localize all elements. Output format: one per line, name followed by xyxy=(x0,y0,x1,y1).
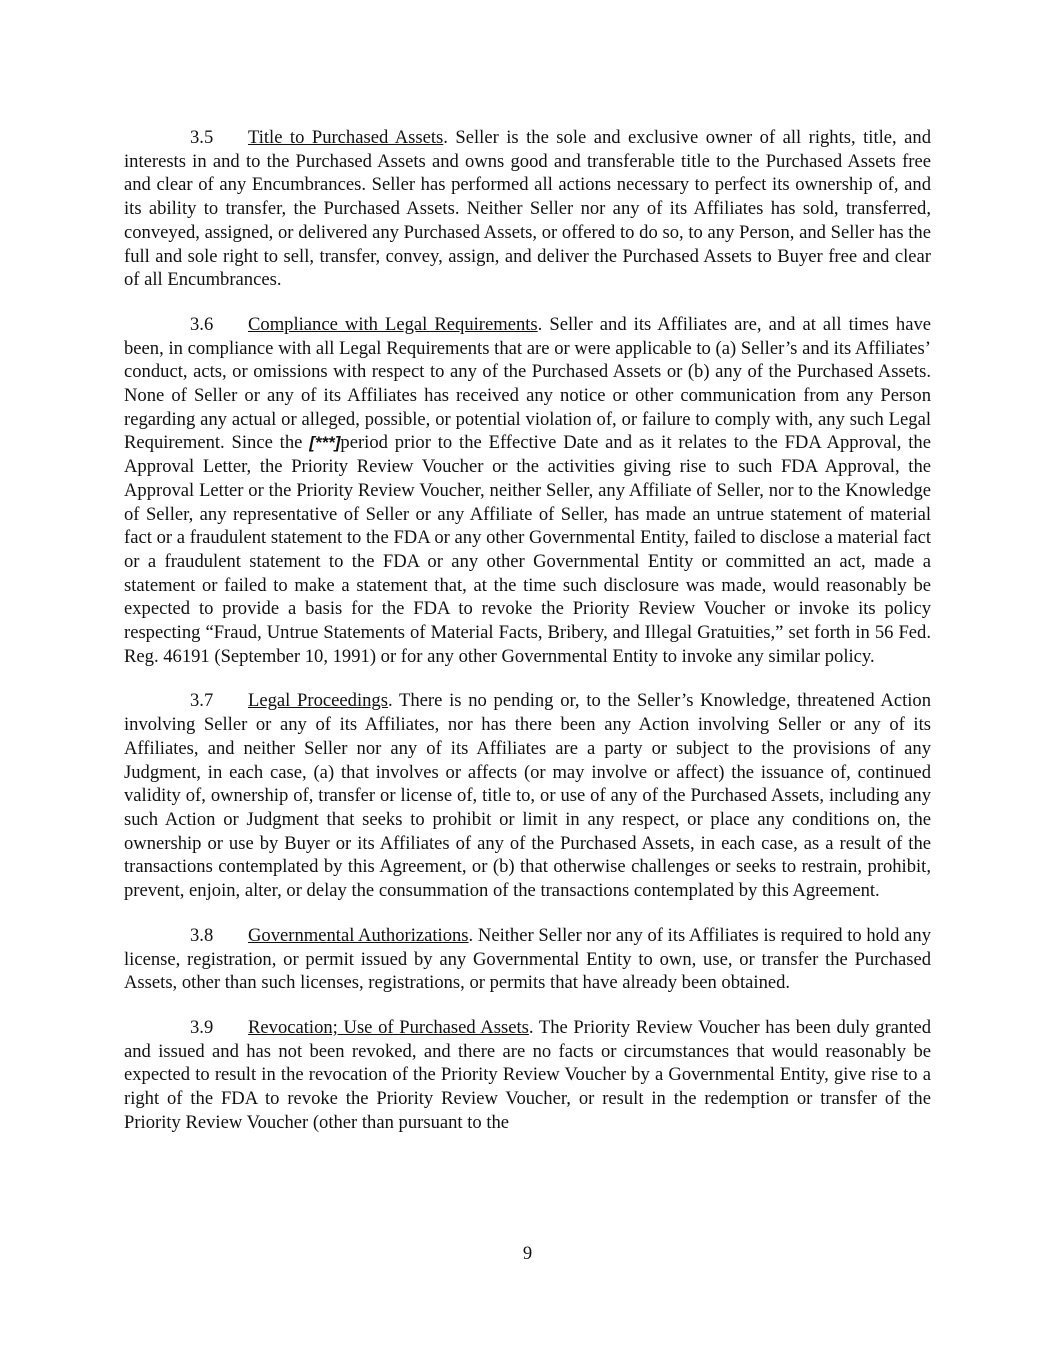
section-heading: Governmental Authorizations xyxy=(248,924,469,946)
section-heading: Title to Purchased Assets xyxy=(248,127,444,148)
section-heading: Compliance with Legal Requirements xyxy=(248,313,538,335)
section-number: 3.5 xyxy=(190,127,214,148)
section-number: 3.9 xyxy=(190,1016,214,1038)
section-3-7 xyxy=(124,689,931,902)
section-body: . Seller is the sole and exclusive owner of all rights, title, and interests in and to the Purchased Assets and owns good and transferable title to the Purchased Assets free and clear of any Encumbrances. Seller has performed all actions necessary to perfect its ownership of, and its ability to transfer, the Purchased Assets. Neither Seller nor any of its Affiliates has sold, transferred, conveyed, assigned, or delivered any Purchased Assets, or offered to do so, to any Person, and Seller has the full and sole right to sell, transfer, convey, assign, and deliver the Purchased Assets to Buyer free and clear of all Encumbrances. xyxy=(124,127,932,291)
section-heading: Legal Proceedings xyxy=(248,690,388,712)
section-number: 3.8 xyxy=(190,924,214,946)
section-body: . The Priority Review Voucher has been duly granted and issued and has not been revoked, and there are no facts or circumstances that would reasonably be expected to result in the revocation of the Priority Review Voucher by a Governmental Entity, give rise to a right of the FDA to revoke the Priority Review Voucher, or result in the redemption or transfer of the Priority Review Voucher (other than pursuant to the xyxy=(124,1016,931,1133)
section-3-9 xyxy=(124,1016,931,1135)
section-number: 3.6 xyxy=(190,313,214,335)
section-heading: Revocation; Use of Purchased Assets xyxy=(248,1016,529,1038)
section-3-5 xyxy=(124,126,931,292)
section-body-continued: period prior to the Effective Date and as it relates to the FDA Approval, the Approval Letter, the Priority Review Voucher or the activities giving rise to such FDA Approval, the Approval Letter or the Priority Review Voucher, neither Seller, any Affiliate of Seller, nor to the Knowledge of Seller, any representative of Seller or any Affiliate of Seller, has made an untrue statement of material fact or a fraudulent statement to the FDA or any other Governmental Entity, failed to disclose a material fact or a fraudulent statement to the FDA or any other Governmental Entity or committed an act, made a statement or failed to make a statement that, at the time such disclosure was made, would reasonably be expected to provide a basis for the FDA to revoke the Priority Review Voucher or invoke its policy respecting “Fraud, Untrue Statements of Material Facts, Bribery, and Illegal Gratuities,” set forth in 56 Fed. Reg. 46191 (September 10, 1991) or for any other Governmental Entity to invoke any similar policy. xyxy=(124,432,931,667)
section-body: . Neither Seller nor any of its Affiliates is required to hold any license, registration, or permit issued by any Governmental Entity to own, use, or transfer the Purchased Assets, other than such licenses, registrations, or permits that have already been obtained. xyxy=(124,924,931,994)
section-body: . There is no pending or, to the Seller’s Knowledge, threatened Action involving Seller or any of its Affiliates, nor has there been any Action involving Seller or any of its Affiliates, and neither Seller nor any of its Affiliates are a party or subject to the provisions of any Judgment, in each case, (a) that involves or affects (or may involve or affect) the issuance of, continued validity of, ownership of, transfer or license of, title to, or use of any of the Purchased Assets, including any such Action or Judgment that seeks to prohibit or limit in any respect, or place any conditions on, the ownership or use by Buyer or its Affiliates of any of the Purchased Assets, in each case, as a result of the transactions contemplated by this Agreement, or (b) that otherwise challenges or seeks to restrain, prohibit, prevent, enjoin, alter, or delay the consummation of the transactions contemplated by this Agreement. xyxy=(124,690,931,902)
section-3-6 xyxy=(124,313,931,669)
redaction-marker: [***] xyxy=(309,433,341,453)
section-body: . Seller and its Affiliates are, and at all times have been, in compliance with all Legal Requirements that are or were applicable to (a) Seller’s and its Affiliates’ conduct, acts, or omissions with respect to any of the Purchased Assets or (b) any of the Purchased Assets. None of Seller or any of its Affiliates has received any notice or other communication from any Person regarding any actual or alleged, possible, or potential violation of, or failure to comply with, any such Legal Requirement. Since the xyxy=(124,313,931,454)
page-number: 9 xyxy=(522,1243,533,1264)
section-3-8 xyxy=(124,924,931,995)
document-page xyxy=(124,126,931,1155)
section-number: 3.7 xyxy=(190,690,214,712)
